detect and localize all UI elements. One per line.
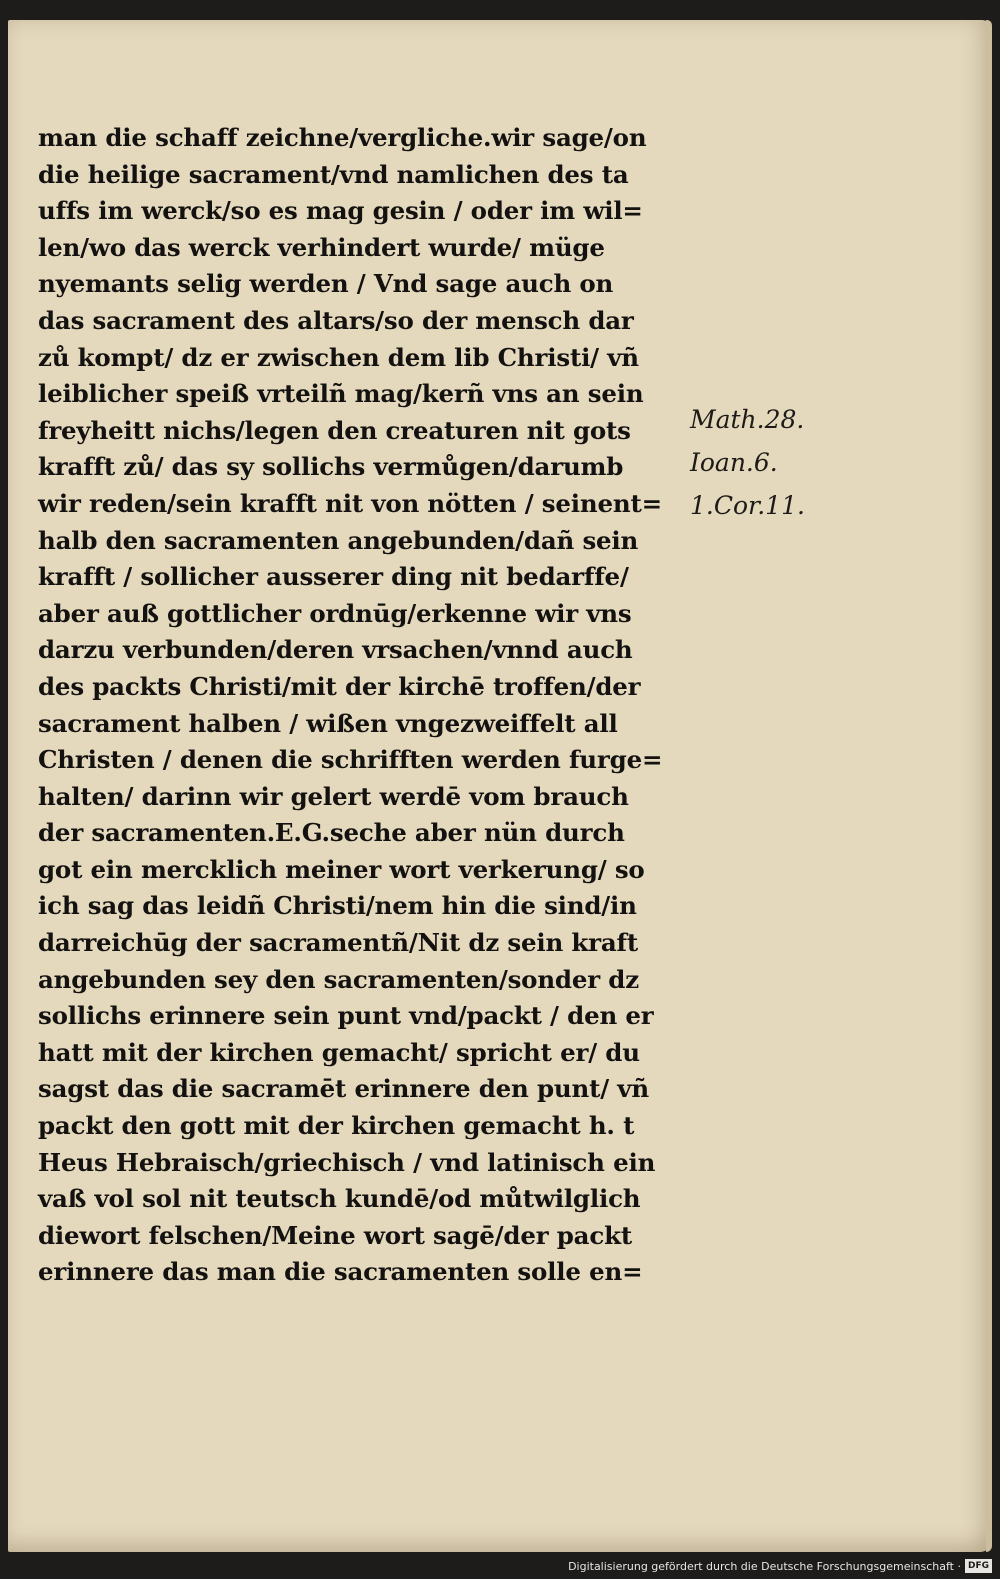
text-line: nyemants selig werden / Vnd sage auch on [38,269,614,299]
text-line: darzu verbunden/deren vrsachen/vnnd auch [38,635,633,665]
margin-note-math: Math.28. [690,405,805,434]
text-line: das sacrament des altars/so der mensch dar [38,305,634,335]
text-line: packt den gott mit der kirchen gemacht h. t [38,1111,635,1141]
text-line: darreichūg der sacramentñ/Nit dz sein kraft [38,928,639,958]
text-line: hatt mit der kirchen gemacht/ spricht er/ du [38,1037,640,1067]
text-line: sagst das die sacramēt erinnere den punt/ vñ [38,1074,649,1104]
text-line: got ein mercklich meiner wort verkerung/ so [38,854,645,884]
text-line: ich sag das leidñ Christi/nem hin die sind/in [38,891,637,921]
text-line: leiblicher speiß vrteilñ mag/kerñ vns an sein [38,379,644,409]
text-line: die heilige sacrament/vnd namlichen des ta [38,159,629,189]
text-line: diewort felschen/Meine wort sagē/der packt [38,1220,632,1250]
margin-notes [690,398,840,527]
text-line: erinnere das man die sacramenten solle en= [38,1257,643,1287]
text-line: halten/ darinn wir gelert werdē vom brauch [38,781,629,811]
text-line: uffs im werck/so es mag gesin / oder im wil= [38,196,643,226]
text-line: des packts Christi/mit der kirchē troffen/der [38,671,641,701]
page-edge [986,20,992,1552]
text-line: aber auß gottlicher ordnūg/erkenne wir vns [38,598,632,628]
main-text-block [38,120,698,1291]
text-line: sacrament halben / wißen vngezweiffelt all [38,708,618,738]
footer-credit [568,1557,992,1575]
text-line: len/wo das werck verhindert wurde/ müge [38,232,605,262]
text-line: krafft zů/ das sy sollichs vermůgen/darumb [38,452,624,482]
text-line: man die schaff zeichne/vergliche.wir sage/on [38,123,647,152]
margin-note-cor: 1.Cor.11. [690,491,805,520]
book-page [8,20,992,1552]
text-line: vaß vol sol nit teutsch kundē/od můtwilglich [38,1184,641,1214]
text-line: Christen / denen die schrifften werden furge= [38,745,663,775]
text-line: Heus Hebraisch/griechisch / vnd latinisch ein [38,1147,656,1177]
text-line: krafft / sollicher ausserer ding nit bedarffe/ [38,562,629,592]
text-line: freyheitt nichs/legen den creaturen nit gots [38,415,631,445]
text-line: zů kompt/ dz er zwischen dem lib Christi/ vñ [38,342,639,372]
margin-note-ioan: Ioan.6. [690,448,778,477]
text-line: halb den sacramenten angebunden/dañ sein [38,525,639,555]
text-line: angebunden sey den sacramenten/sonder dz [38,964,639,994]
credit-text: Digitalisierung gefördert durch die Deutsche Forschungsgemeinschaft · [568,1559,961,1573]
dfg-logo-icon: DFG [965,1559,992,1573]
text-line: sollichs erinnere sein punt vnd/packt / den er [38,1001,654,1031]
text-line: der sacramenten.E.G.seche aber nün durch [38,818,625,848]
text-line: wir reden/sein krafft nit von nötten / seinent= [38,488,662,518]
